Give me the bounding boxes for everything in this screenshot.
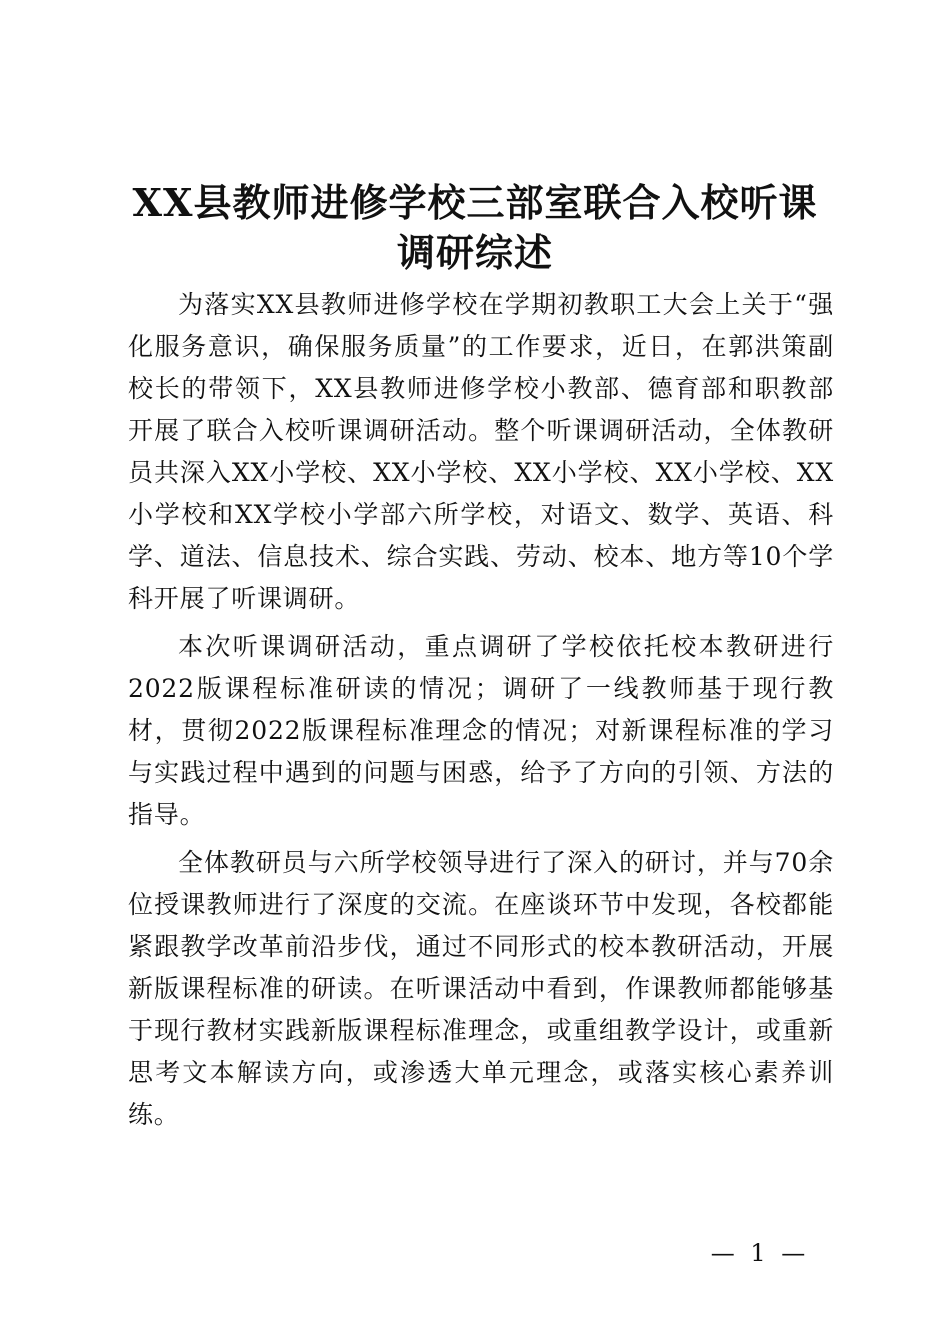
paragraph-2: 本次听课调研活动，重点调研了学校依托校本教研进行2022版课程标准研读的情况；调研了一线教师基于现行教材，贯彻2022版课程标准理念的情况；对新课程标准的学习与实践过程中遇到的问题与困惑，给予了方向的引领、方法的指导。 (128, 632, 834, 829)
document-body (128, 284, 834, 1142)
page-number: — 1 — (710, 1239, 810, 1267)
paragraph-3: 全体教研员与六所学校领导进行了深入的研讨，并与70余位授课教师进行了深度的交流。在座谈环节中发现，各校都能紧跟教学改革前沿步伐，通过不同形式的校本教研活动，开展新版课程标准的研读。在听课活动中看到，作课教师都能够基于现行教材实践新版课程标准理念，或重组教学设计，或重新思考文本解读方向，或渗透大单元理念，或落实核心素养训练。 (128, 848, 834, 1129)
document-title: XX县教师进修学校三部室联合入校听课调研综述 (132, 180, 818, 275)
paragraph-1: 为落实XX县教师进修学校在学期初教职工大会上关于“强化服务意识，确保服务质量”的工作要求，近日，在郭洪策副校长的带领下，XX县教师进修学校小教部、德育部和职教部开展了联合入校听课调研活动。整个听课调研活动，全体教研员共深入XX小学校、XX小学校、XX小学校、XX小学校、XX小学校和XX学校小学部六所学校，对语文、数学、英语、科学、道法、信息技术、综合实践、劳动、校本、地方等10个学科开展了听课调研。 (128, 290, 834, 613)
